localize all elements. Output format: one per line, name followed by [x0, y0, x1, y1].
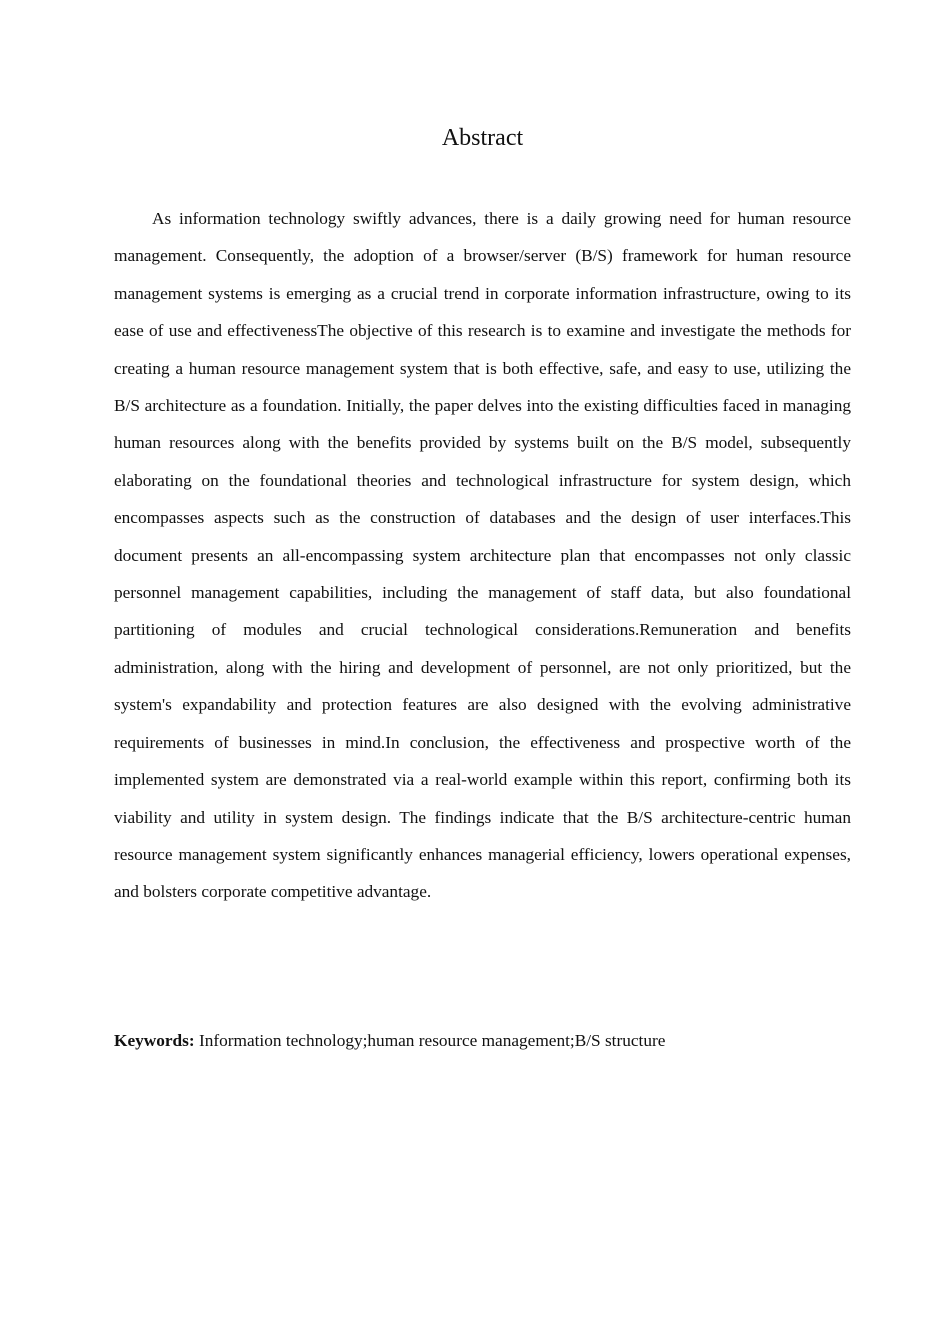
- keywords-line: [114, 1025, 851, 1057]
- page-title: Abstract: [441, 125, 524, 151]
- keywords-label: Keywords:: [114, 1031, 195, 1050]
- abstract-paragraph: As information technology swiftly advances, there is a daily growing need for human resource management. Consequently, the adoption of a browser/server (B/S) framework for human resource management systems is emerging as a crucial trend in corporate information infrastructure, owing to its ease of use and effectivenessThe objective of this research is to examine and investigate the methods for creating a human resource management system that is both effective, safe, and easy to use, utilizing the B/S architecture as a foundation. Initially, the paper delves into the existing difficulties faced in managing human resources along with the benefits provided by systems built on the B/S model, subsequently elaborating on the foundational theories and technological infrastructure for system design, which encompasses aspects such as the construction of databases and the design of user interfaces.This document presents an all-encompassing system architecture plan that encompasses not only classic personnel management capabilities, including the management of staff data, but also foundational partitioning of modules and crucial technological considerations.Remuneration and benefits administration, along with the hiring and development of personnel, are not only prioritized, but the system's expandability and protection features are also designed with the evolving administrative requirements of businesses in mind.In conclusion, the effectiveness and prospective worth of the implemented system are demonstrated via a real-world example within this report, confirming both its viability and utility in system design. The findings indicate that the B/S architecture-centric human resource management system significantly enhances managerial efficiency, lowers operational expenses, and bolsters corporate competitive advantage.: [114, 209, 851, 902]
- keywords-text: Information technology;human resource management;B/S structure: [194, 1031, 666, 1050]
